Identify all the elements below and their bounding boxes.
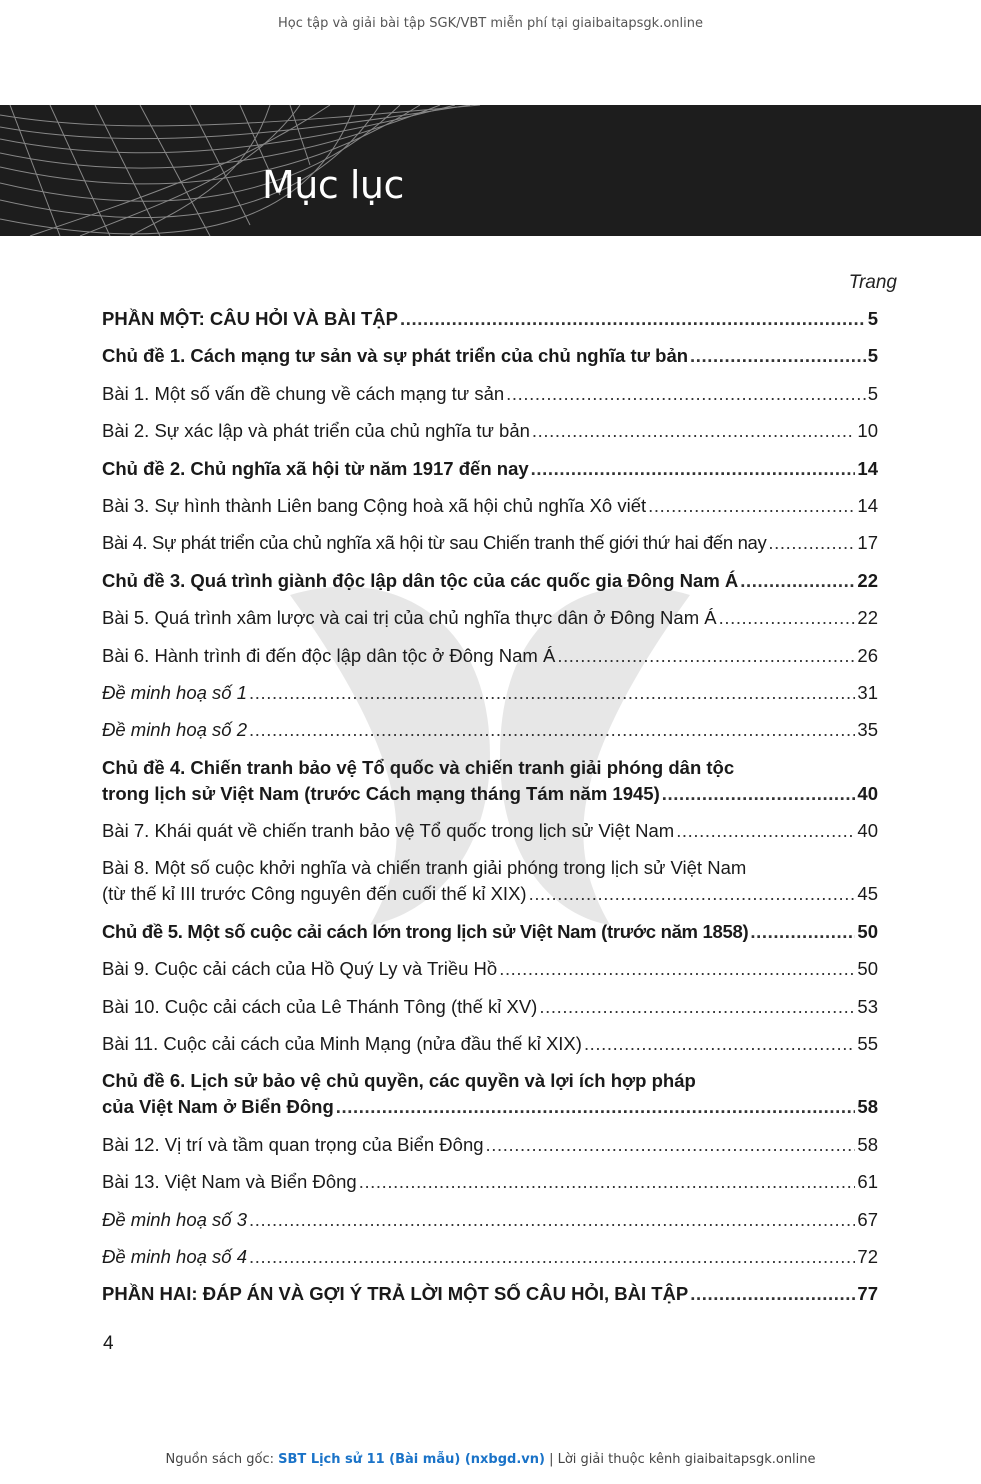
toc-entry[interactable] — [102, 456, 878, 482]
toc-entry[interactable] — [102, 956, 878, 982]
toc-entry-title: Bài 5. Quá trình xâm lược và cai trị của chủ nghĩa thực dân ở Đông Nam Á — [102, 607, 717, 629]
toc-entry-page: 72 — [857, 1245, 878, 1267]
toc-entry[interactable] — [102, 530, 878, 556]
toc-entry[interactable] — [102, 381, 878, 407]
toc-entry-title: Bài 11. Cuộc cải cách của Minh Mạng (nửa đầu thế kỉ XIX) — [102, 1033, 582, 1055]
toc-entry[interactable] — [102, 855, 878, 907]
toc-entry[interactable] — [102, 1207, 878, 1233]
toc-entry[interactable] — [102, 1068, 878, 1120]
toc-entry[interactable] — [102, 717, 878, 743]
page-number: 4 — [103, 1333, 114, 1354]
toc-entry-page: 35 — [857, 719, 878, 741]
toc-entry[interactable] — [102, 1244, 878, 1270]
toc-entry-page: 58 — [857, 1096, 878, 1118]
toc-entry-page: 53 — [857, 995, 878, 1017]
toc-entry-title-continued: trong lịch sử Việt Nam (trước Cách mạng tháng Tám năm 1945) — [102, 782, 660, 804]
toc-entry-title-continued: của Việt Nam ở Biển Đông — [102, 1096, 334, 1118]
toc-entry[interactable] — [102, 1031, 878, 1057]
toc-entry-page: 40 — [857, 782, 878, 804]
toc-entry-page: 22 — [857, 607, 878, 629]
toc-entry-page: 58 — [857, 1133, 878, 1155]
toc-entry[interactable] — [102, 919, 878, 945]
toc-entry[interactable] — [102, 306, 878, 332]
toc-entry-title-continued: (từ thế kỉ III trước Công nguyên đến cuối thế kỉ XIX) — [102, 883, 527, 905]
toc-entry-title: Chủ đề 5. Một số cuộc cải cách lớn trong lịch sử Việt Nam (trước năm 1858) — [102, 920, 749, 942]
toc-entry-title: Đề minh hoạ số 3 — [102, 1208, 248, 1230]
footer-source-link[interactable]: SBT Lịch sử 11 (Bài mẫu) (nxbgd.vn) — [278, 1452, 545, 1467]
page-column-label: Trang — [848, 272, 897, 293]
toc-entry-title: Chủ đề 1. Cách mạng tư sản và sự phát triển của chủ nghĩa tư bản — [102, 345, 689, 367]
toc-entry[interactable] — [102, 418, 878, 444]
toc-entry[interactable] — [102, 1169, 878, 1195]
toc-entry-title: Chủ đề 3. Quá trình giành độc lập dân tộc của các quốc gia Đông Nam Á — [102, 569, 739, 591]
toc-entry-title: Bài 3. Sự hình thành Liên bang Cộng hoà xã hội chủ nghĩa Xô viết — [102, 494, 647, 516]
toc-entry-page: 77 — [857, 1283, 878, 1305]
footer-suffix: | Lời giải thuộc kênh giaibaitapsgk.online — [549, 1452, 816, 1467]
toc-entry[interactable] — [102, 1132, 878, 1158]
toc-entry[interactable] — [102, 755, 878, 807]
toc-entry-title: Bài 4. Sự phát triển của chủ nghĩa xã hội từ sau Chiến tranh thế giới thứ hai đến nay — [102, 532, 767, 554]
toc-entry-title: Bài 12. Vị trí và tầm quan trọng của Biển Đông — [102, 1133, 484, 1155]
header-note: Học tập và giải bài tập SGK/VBT miễn phí tại giaibaitapsgk.online — [278, 16, 703, 31]
toc-entry-page: 40 — [857, 820, 878, 842]
toc-entry-title: Chủ đề 6. Lịch sử bảo vệ chủ quyền, các quyền và lợi ích hợp pháp — [102, 1070, 696, 1092]
toc-entry-title: Bài 1. Một số vấn đề chung về cách mạng tư sản — [102, 382, 505, 404]
toc-entry-title: PHẦN MỘT: CÂU HỎI VÀ BÀI TẬP — [102, 308, 398, 329]
toc-entry-title: Bài 8. Một số cuộc khởi nghĩa và chiến tranh giải phóng trong lịch sử Việt Nam — [102, 857, 747, 879]
toc-entry-title: PHẦN HAI: ĐÁP ÁN VÀ GỢI Ý TRẢ LỜI MỘT SỐ CÂU HỎI, BÀI TẬP — [102, 1283, 689, 1305]
toc-entry-page: 26 — [857, 644, 878, 666]
toc-entry-page: 50 — [857, 920, 878, 942]
toc-entry-title: Bài 7. Khái quát về chiến tranh bảo vệ Tổ quốc trong lịch sử Việt Nam — [102, 820, 675, 842]
toc-entry[interactable] — [102, 343, 878, 369]
footer-note — [0, 1452, 981, 1467]
banner-line-pattern — [0, 105, 981, 236]
toc-entry-title: Chủ đề 4. Chiến tranh bảo vệ Tổ quốc và chiến tranh giải phóng dân tộc — [102, 756, 735, 778]
toc-entry[interactable] — [102, 568, 878, 594]
toc-entry-title: Bài 9. Cuộc cải cách của Hồ Quý Ly và Triều Hồ — [102, 958, 498, 980]
toc-entry-title: Đề minh hoạ số 1 — [102, 681, 248, 703]
toc-entry-title: Đề minh hoạ số 4 — [102, 1245, 248, 1267]
toc-entry-page: 5 — [867, 308, 878, 329]
toc-entry-title: Bài 6. Hành trình đi đến độc lập dân tộc ở Đông Nam Á — [102, 644, 556, 666]
toc-entry-title: Bài 13. Việt Nam và Biển Đông — [102, 1171, 357, 1193]
toc-entry-title: Đề minh hoạ số 2 — [102, 719, 248, 741]
toc-entry-page: 50 — [857, 958, 878, 980]
toc-entry[interactable] — [102, 818, 878, 844]
toc-entry[interactable] — [102, 1281, 878, 1307]
page-title: Mục lục — [262, 163, 404, 207]
footer-prefix: Nguồn sách gốc: — [165, 1452, 275, 1467]
toc-entry-page: 61 — [857, 1171, 878, 1193]
toc-entry-page: 67 — [857, 1208, 878, 1230]
toc-entry-title: Bài 2. Sự xác lập và phát triển của chủ nghĩa tư bản — [102, 420, 530, 442]
toc-entry[interactable] — [102, 493, 878, 519]
table-of-contents — [102, 306, 878, 1319]
toc-entry-page: 31 — [857, 681, 878, 703]
toc-entry-page: 14 — [857, 457, 878, 479]
toc-entry[interactable] — [102, 643, 878, 669]
toc-entry-page: 45 — [857, 883, 878, 905]
toc-entry[interactable] — [102, 994, 878, 1020]
title-banner — [0, 105, 981, 236]
toc-entry[interactable] — [102, 605, 878, 631]
toc-entry-page: 5 — [867, 345, 878, 367]
toc-entry-page: 10 — [857, 420, 878, 442]
toc-entry[interactable] — [102, 680, 878, 706]
toc-entry-page: 55 — [857, 1033, 878, 1055]
toc-entry-page: 22 — [857, 569, 878, 591]
toc-entry-page: 14 — [857, 494, 878, 516]
toc-entry-title: Bài 10. Cuộc cải cách của Lê Thánh Tông (thế kỉ XV) — [102, 995, 538, 1017]
toc-entry-page: 17 — [857, 532, 878, 554]
toc-entry-title: Chủ đề 2. Chủ nghĩa xã hội từ năm 1917 đến nay — [102, 457, 529, 479]
toc-entry-page: 5 — [867, 382, 878, 404]
